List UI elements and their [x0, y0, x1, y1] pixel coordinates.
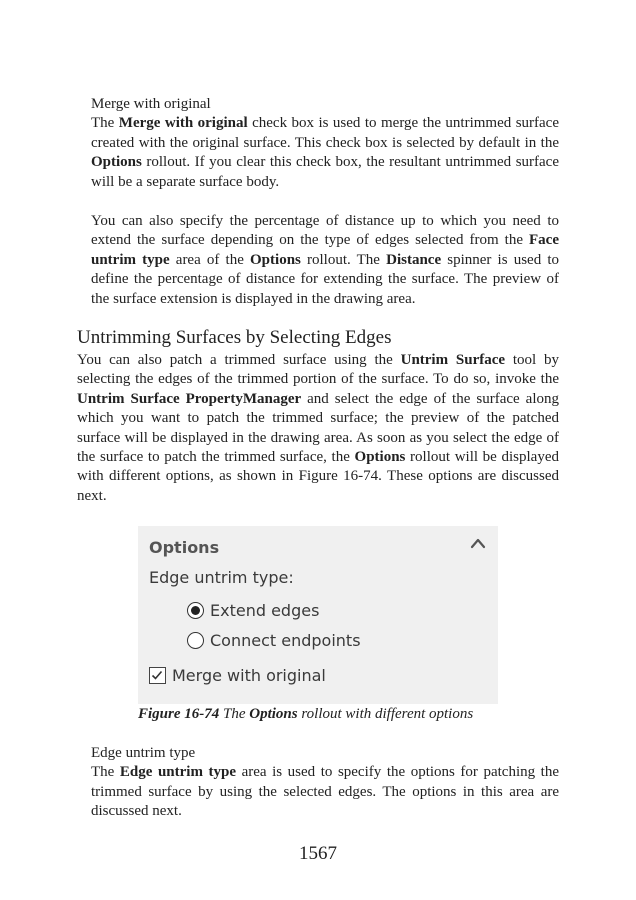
edge-untrim-type-title: Edge untrim type — [91, 745, 196, 761]
connect-endpoints-option[interactable] — [187, 631, 361, 650]
text-run: The — [91, 764, 120, 781]
text-run: and select the edge of the surface along which you want to patch the trimmed surface; the preview of the patched surface will be displayed in the drawing area. As soon as you select the edge of the surface to patch the trimmed surface, the — [77, 390, 559, 466]
distance-paragraph — [91, 212, 559, 309]
page-number: 1567 — [299, 843, 337, 864]
text-run: The — [91, 115, 119, 132]
merge-with-original-paragraph — [91, 114, 559, 192]
extend-edges-option[interactable] — [187, 601, 319, 620]
bold-term: Options — [250, 251, 301, 268]
bold-term: Distance — [386, 251, 442, 268]
text-run: rollout. If you clear this check box, the resultant untrimmed surface will be a separate surface body. — [91, 154, 559, 190]
bold-term: Untrim Surface PropertyManager — [77, 390, 302, 407]
caption-text: The — [219, 706, 250, 722]
connect-endpoints-label: Connect endpoints — [210, 631, 361, 650]
text-run: area is used to specify the options for patching the trimmed surface by using the selected edges. The options in this area are discussed next. — [91, 764, 560, 820]
bold-term: Untrim Surface — [400, 352, 506, 368]
merge-with-original-checkbox-label: Merge with original — [172, 666, 326, 685]
connect-endpoints-radio[interactable] — [187, 632, 204, 649]
options-panel-title: Options — [149, 538, 220, 557]
untrimming-edges-paragraph-block — [77, 351, 559, 506]
edge-untrim-type-label: Edge untrim type: — [149, 568, 294, 587]
text-run: rollout will be displayed with different options, as shown in Figure 16-74. These options are discussed next. — [77, 449, 559, 504]
text-run: area of the — [169, 251, 251, 268]
text-run: You can also patch a trimmed surface using the — [77, 352, 401, 368]
merge-with-original-section — [91, 95, 559, 192]
figure-caption — [138, 706, 498, 723]
merge-with-original-title: Merge with original — [91, 96, 211, 112]
section-heading: Untrimming Surfaces by Selecting Edges — [77, 327, 392, 348]
bold-term: Face untrim type — [91, 232, 559, 268]
text-run: tool by selecting the edges of the trimmed portion of the surface. To do so, invoke the — [77, 352, 559, 388]
extend-edges-label: Extend edges — [210, 601, 320, 620]
bold-term: Options — [91, 154, 142, 171]
text-run: spinner is used to define the percentage of distance for extending the surface. The preview of the surface extension is displayed in the drawing area. — [91, 251, 560, 307]
extend-edges-radio[interactable] — [187, 602, 204, 619]
chevron-up-icon[interactable] — [470, 536, 486, 550]
merge-with-original-checkbox[interactable] — [149, 667, 166, 684]
untrimming-edges-paragraph — [77, 351, 559, 506]
edge-untrim-type-section — [91, 744, 559, 822]
text-run: check box is used to merge the untrimmed surface created with the original surface. This check box is selected by default in the — [91, 115, 559, 151]
checkmark-icon — [150, 668, 164, 682]
caption-figure-number: Figure 16-74 — [138, 706, 220, 722]
caption-text: rollout with different options — [297, 706, 474, 722]
distance-paragraph-block — [91, 212, 559, 309]
edge-untrim-type-paragraph — [91, 763, 559, 821]
bold-term: Options — [354, 449, 406, 466]
radio-selected-dot — [191, 606, 200, 615]
merge-with-original-option[interactable] — [149, 666, 326, 685]
caption-bold-term: Options — [249, 706, 298, 722]
bold-term: Edge untrim type — [119, 764, 237, 781]
text-run: You can also specify the percentage of distance up to which you need to extend the surface depending on the type of edges selected from the — [91, 213, 559, 249]
text-run: rollout. The — [300, 251, 387, 268]
options-rollout-figure — [138, 526, 498, 704]
bold-term: Merge with original — [118, 115, 248, 132]
